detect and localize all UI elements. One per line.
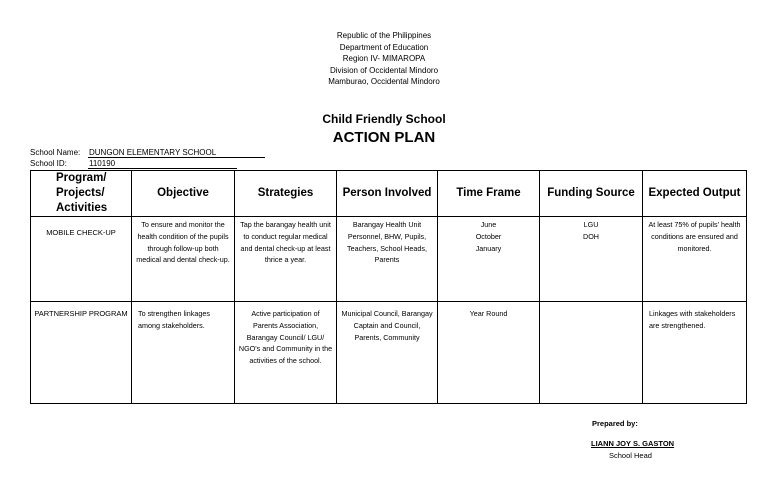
letterhead — [0, 30, 768, 88]
table-header-row — [31, 171, 747, 217]
school-id-value: 110190 — [88, 159, 237, 169]
school-name-row — [30, 148, 265, 158]
table-row — [31, 217, 747, 302]
cell-time-frame — [438, 302, 540, 404]
funding-item: LGU — [583, 220, 599, 229]
header-strategies: Strategies — [235, 171, 337, 217]
header-program-line: Program/ — [56, 172, 107, 184]
letterhead-line: Region IV- MIMAROPA — [342, 54, 426, 63]
letterhead-line: Department of Education — [339, 42, 429, 52]
cell-person-involved: Municipal Council, Barangay Captain and Council, Parents, Community — [337, 302, 438, 404]
header-funding-source: Funding Source — [540, 171, 643, 217]
cell-funding-source — [540, 302, 643, 404]
cell-strategies: Tap the barangay health unit to conduct regular medical and dental check-up at least thrice a year. — [235, 217, 337, 302]
letterhead-line: Republic of the Philippines — [336, 31, 432, 40]
document-title: ACTION PLAN — [332, 129, 436, 146]
cell-funding-source — [540, 217, 643, 302]
prepared-by-label: Prepared by: — [592, 419, 638, 428]
time-frame-item: January — [475, 243, 502, 253]
cell-time-frame — [438, 217, 540, 302]
header-program-line: Activities — [56, 202, 108, 214]
time-frame-item: Year Round — [469, 309, 508, 318]
time-frame-item: June — [480, 220, 497, 229]
table-row — [31, 302, 747, 404]
document-subtitle: Child Friendly School — [322, 112, 446, 126]
cell-objective: To strengthen linkages among stakeholders. — [132, 302, 235, 404]
header-time-frame: Time Frame — [438, 171, 540, 217]
cell-program: PARTNERSHIP PROGRAM — [31, 302, 132, 404]
header-person-involved: Person Involved — [337, 171, 438, 217]
school-id-label: School ID: — [30, 159, 67, 168]
signatory-name: LIANN JOY S. GASTON — [591, 439, 675, 448]
letterhead-line: Mamburao, Occidental Mindoro — [328, 77, 440, 86]
signatory-title: School Head — [609, 451, 652, 460]
school-id-row — [30, 159, 237, 169]
header-expected-output: Expected Output — [643, 171, 747, 217]
school-name-label: School Name: — [30, 148, 81, 157]
time-frame-item: October — [475, 231, 502, 241]
header-program-line: Projects/ — [56, 187, 105, 199]
cell-strategies: Active participation of Parents Association, Barangay Council/ LGU/ NGO's and Community in the activities of the school. — [235, 302, 337, 404]
cell-person-involved: Barangay Health Unit Personnel, BHW, Pupils, Teachers, School Heads, Parents — [337, 217, 438, 302]
header-program — [31, 171, 132, 217]
funding-item: DOH — [583, 231, 599, 241]
cell-expected-output: At least 75% of pupils' health conditions are ensured and monitored. — [643, 217, 747, 302]
header-objective: Objective — [132, 171, 235, 217]
school-name-value: DUNGON ELEMENTARY SCHOOL — [88, 148, 265, 158]
action-plan-table — [30, 170, 747, 404]
letterhead-line: Division of Occidental Mindoro — [329, 65, 439, 75]
cell-expected-output: Linkages with stakeholders are strengthened. — [643, 302, 747, 404]
cell-program: MOBILE CHECK-UP — [31, 217, 132, 302]
cell-objective: To ensure and monitor the health condition of the pupils through follow-up both medical and dental check-up. — [132, 217, 235, 302]
